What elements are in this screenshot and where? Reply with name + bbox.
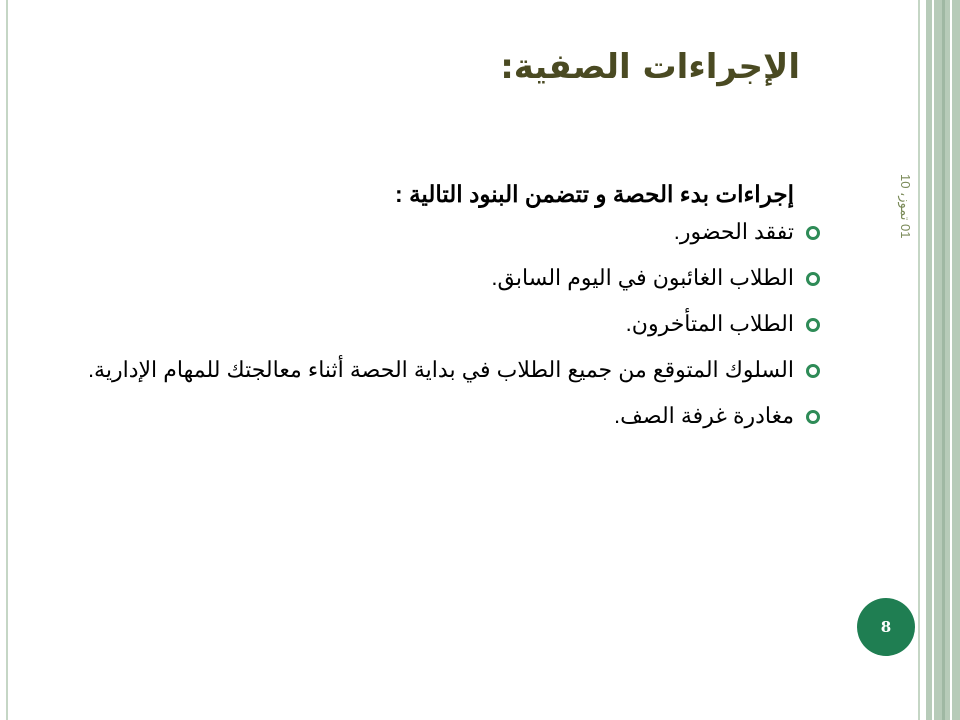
ring-bullet-icon [806,226,820,240]
list-item [60,400,820,432]
ring-bullet-icon [806,272,820,286]
slide-date: 01 تموز، 10 [898,173,913,238]
list-item-text: السلوك المتوقع من جميع الطلاب في بداية الحصة أثناء معالجتك للمهام الإدارية. [87,357,794,382]
page-number-badge: 8 [857,598,915,656]
band-stripe [942,0,945,720]
band-stripe [950,0,952,720]
slide-decorative-band [926,0,960,720]
band-stripe [932,0,934,720]
slide-frame-left-line [6,0,8,720]
list-item [60,308,820,340]
ring-bullet-icon [806,410,820,424]
list-item-text: الطلاب الغائبون في اليوم السابق. [491,265,794,290]
list-item-text: مغادرة غرفة الصف. [613,403,794,428]
ring-bullet-icon [806,364,820,378]
content-heading: إجراءات بدء الحصة و تتضمن البنود التالية : [395,181,794,207]
slide-frame-right-line [918,0,920,720]
list-item [60,216,820,248]
list-item [60,354,820,386]
ring-bullet-icon [806,318,820,332]
list-item [60,262,820,294]
list-item-text: الطلاب المتأخرون. [625,311,794,336]
slide-body [60,172,820,446]
slide-title: الإجراءات الصفية: [500,47,800,87]
list-item-text: تفقد الحضور. [673,219,794,244]
bullet-list [60,216,820,432]
